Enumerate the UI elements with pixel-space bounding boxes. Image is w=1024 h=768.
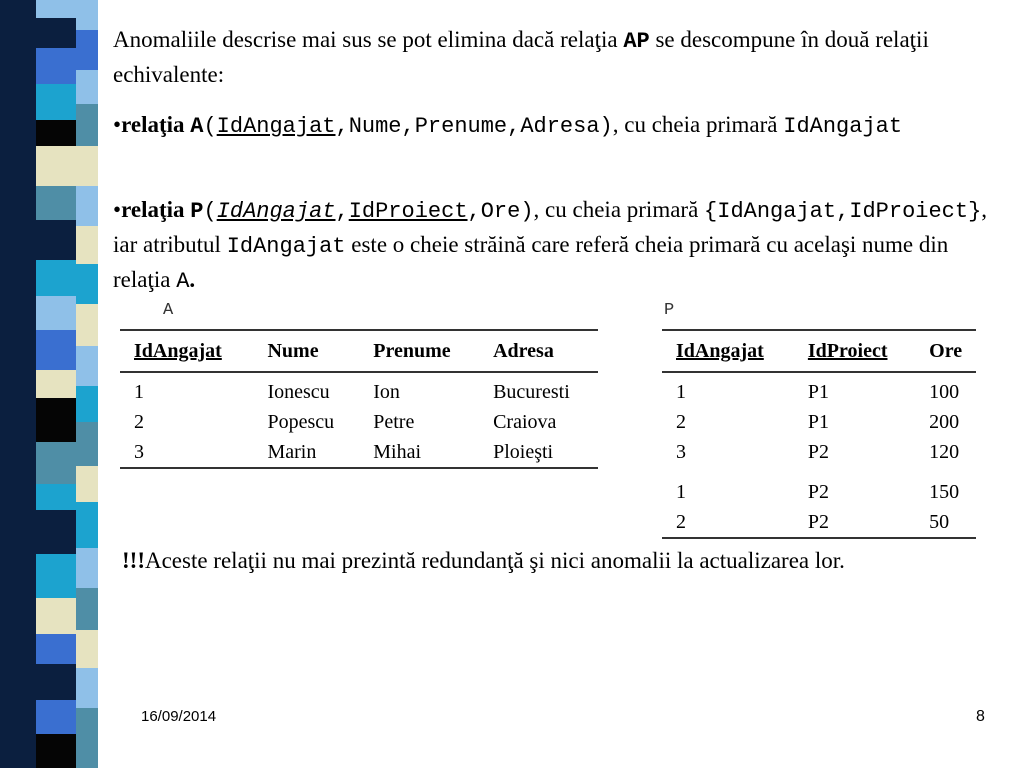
table-cell: P2 (807, 480, 829, 503)
stripe-column-left (36, 0, 76, 768)
relation-p-keyword: relaţia (121, 197, 191, 222)
table-row (662, 407, 976, 437)
relation-p-end: . (189, 267, 196, 292)
relation-a-attributes: ,Nume,Prenume,Adresa) (335, 114, 613, 139)
table-row (662, 437, 976, 467)
relation-p-fk-target: A (176, 269, 190, 294)
table-cell: 150 (929, 480, 960, 503)
table-cell: 1 (134, 380, 144, 403)
bullet: • (113, 197, 122, 222)
table-header-row (120, 330, 598, 372)
intro-paragraph (113, 23, 1008, 91)
relation-p-primary-key: {IdAngajat,IdProiect} (704, 199, 982, 224)
table-row (662, 467, 976, 507)
page-number: 8 (976, 708, 985, 725)
relation-a-definition (113, 108, 1008, 143)
table-a-header-idangajat (120, 330, 253, 372)
table-cell: 3 (134, 440, 144, 463)
table-a-header-prenume: Prenume (359, 330, 479, 372)
table-cell: 3 (676, 440, 686, 463)
intro-text-end: se descompune în două relaţii echivalente: (113, 27, 929, 87)
relation-p-comma: , (335, 199, 349, 224)
stripe-column-right (76, 0, 98, 768)
relation-a-name: A (190, 114, 204, 139)
table-a-label: A (163, 301, 174, 320)
table-row (662, 372, 976, 407)
table-cell: Ionescu (267, 380, 330, 403)
table-cell: Marin (267, 440, 317, 463)
note-emphasis: !!! (122, 548, 145, 573)
table-cell: 2 (676, 510, 686, 533)
stripe-rail-dark (0, 0, 36, 768)
relation-a-keyword: relaţia (121, 112, 191, 137)
relation-p-key-attribute-1: IdAngajat (216, 199, 336, 224)
table-a-header-nume: Nume (253, 330, 359, 372)
table-cell: Petre (373, 410, 415, 433)
relation-p-attributes: ,Ore) (467, 199, 534, 224)
bullet: • (113, 112, 122, 137)
table-a (120, 329, 598, 469)
table-cell: 50 (929, 510, 950, 533)
table-cell: 200 (929, 410, 960, 433)
table-cell: Bucuresti (493, 380, 570, 403)
relation-p-open-paren: ( (203, 199, 217, 224)
table-cell: Ion (373, 380, 400, 403)
table-cell: 100 (929, 380, 960, 403)
table-cell: P1 (807, 380, 829, 403)
table-cell: 2 (134, 410, 144, 433)
table-cell: P1 (807, 410, 829, 433)
table-header-row (662, 330, 976, 372)
table-row (120, 437, 598, 468)
footer-date: 16/09/2014 (141, 708, 217, 725)
table-cell: Craiova (493, 410, 557, 433)
table-cell: 120 (929, 440, 960, 463)
table-p-header-idproiect (794, 330, 915, 372)
relation-p-key-attribute-2: IdProiect (348, 199, 468, 224)
relation-a-open-paren: ( (203, 114, 217, 139)
table-cell: Ploieşti (493, 440, 554, 463)
relation-ap-name: AP (623, 29, 650, 54)
table-cell: P2 (807, 440, 829, 463)
table-row (120, 407, 598, 437)
relation-p-suffix: , cu cheia primară (533, 197, 705, 222)
relation-p-mid: , iar atributul (113, 197, 988, 257)
table-cell: 1 (676, 480, 686, 503)
table-cell: P2 (807, 510, 829, 533)
table-row (662, 507, 976, 538)
conclusion-note (122, 545, 1002, 576)
decorative-side-stripe (0, 0, 118, 768)
relation-p-fk-attribute: IdAngajat (226, 234, 346, 259)
table-cell: Popescu (267, 410, 335, 433)
table-p (662, 329, 976, 539)
header-label: IdProiect (807, 339, 888, 362)
table-p-label: P (664, 301, 675, 320)
table-cell: 2 (676, 410, 686, 433)
table-cell: Mihai (373, 440, 422, 463)
table-p-header-ore: Ore (915, 330, 976, 372)
note-text: Aceste relaţii nu mai prezintă redundanţă şi nici anomalii la actualizarea lor. (144, 548, 845, 573)
relation-a-suffix: , cu cheia primară (612, 112, 784, 137)
table-a-header-adresa: Adresa (479, 330, 598, 372)
table-p-header-idangajat (662, 330, 794, 372)
intro-text: Anomaliile descrise mai sus se pot elimina dacă relaţia (113, 27, 624, 52)
table-cell: 1 (676, 380, 686, 403)
relation-p-definition (113, 193, 1008, 298)
relation-p-name: P (190, 199, 204, 224)
header-label: IdAngajat (134, 339, 222, 362)
relation-p-fk-text: este o cheie străină care referă cheia primară cu acelaşi nume din relaţia (113, 232, 949, 292)
relation-a-primary-key: IdAngajat (783, 114, 903, 139)
table-row (120, 372, 598, 407)
header-label: IdAngajat (676, 339, 764, 362)
relation-a-key-attribute: IdAngajat (216, 114, 336, 139)
